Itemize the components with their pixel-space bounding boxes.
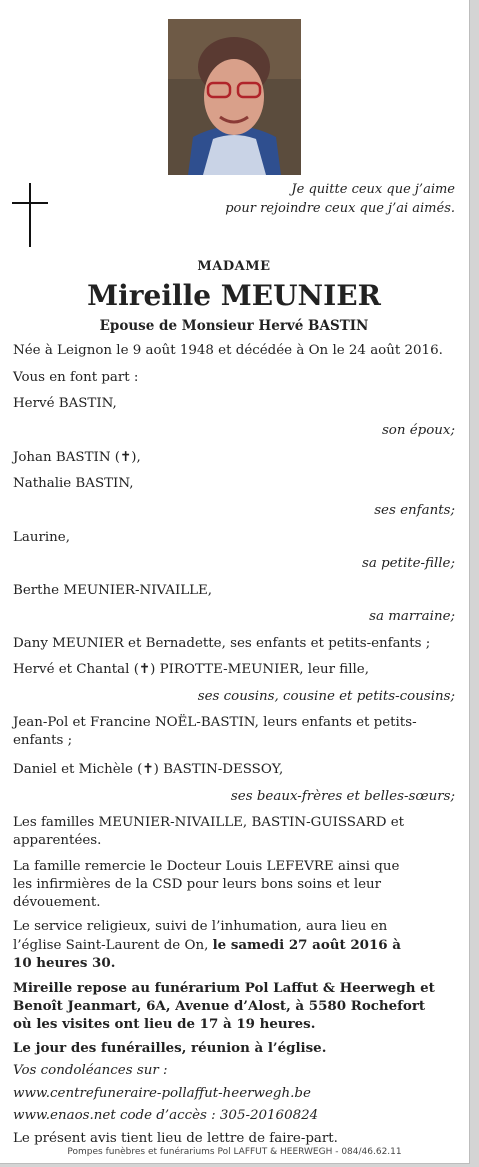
deceased-name: Mireille MEUNIER <box>87 279 381 312</box>
quote-line: Je quitte ceux que j’aime <box>291 182 455 197</box>
family-line: Nathalie BASTIN, <box>13 476 134 491</box>
family-line: Jean-Pol et Francine NOËL-BASTIN, leurs enfants et petits- <box>13 715 417 730</box>
footer: Pompes funèbres et funérariums Pol LAFFUT & HEERWEGH - 084/46.62.11 <box>67 1147 402 1157</box>
condolences-link[interactable]: www.enaos.net code d’accès : 305-20160824 <box>13 1108 319 1123</box>
rest-line: Mireille repose au funérarium Pol Laffut & Heerwegh et <box>13 980 435 996</box>
service-time: 10 heures 30. <box>13 955 116 971</box>
family-role: ses enfants; <box>374 503 455 518</box>
title: MADAME <box>197 259 271 274</box>
service-line: Le service religieux, suivi de l’inhumation, aura lieu en <box>13 919 388 934</box>
thanks-line: dévouement. <box>13 895 101 910</box>
family-line: apparentées. <box>13 833 102 848</box>
service-place: l’église Saint-Laurent de On, <box>13 938 213 953</box>
announce-line: Vous en font part : <box>13 370 139 385</box>
family-role: son époux; <box>381 423 455 438</box>
family-line: Johan BASTIN (✝), <box>13 450 141 465</box>
family-line: Berthe MEUNIER-NIVAILLE, <box>13 583 213 598</box>
rest-line: où les visites ont lieu de 17 à 19 heures. <box>13 1016 316 1032</box>
family-role: ses beaux-frères et belles-sœurs; <box>230 789 455 804</box>
family-role: sa marraine; <box>369 609 455 624</box>
portrait-photo <box>168 19 301 175</box>
condolences-link[interactable]: www.centrefuneraire-pollaffut-heerwegh.be <box>13 1086 311 1101</box>
condolences-label: Vos condoléances sur : <box>13 1063 168 1078</box>
spouse-line: Epouse de Monsieur Hervé BASTIN <box>99 318 369 334</box>
service-line <box>13 936 455 955</box>
quote-line: pour rejoindre ceux que j’ai aimés. <box>225 201 455 216</box>
birth-death-line: Née à Leignon le 9 août 1948 et décédée à On le 24 août 2016. <box>13 343 443 358</box>
thanks-line: les infirmières de la CSD pour leurs bons soins et leur <box>13 877 382 892</box>
notice-line: Le présent avis tient lieu de lettre de faire-part. <box>13 1131 338 1146</box>
family-line: enfants ; <box>13 733 73 748</box>
family-role: sa petite-fille; <box>361 556 455 571</box>
family-line: Hervé BASTIN, <box>13 396 117 411</box>
family-line: Les familles MEUNIER-NIVAILLE, BASTIN-GUISSARD et <box>13 815 405 830</box>
rest-line: Benoît Jeanmart, 6A, Avenue d’Alost, à 5580 Rochefort <box>13 998 426 1014</box>
thanks-line: La famille remercie le Docteur Louis LEFEVRE ainsi que <box>13 859 400 874</box>
family-line: Daniel et Michèle (✝) BASTIN-DESSOY, <box>13 762 284 777</box>
cross-icon <box>12 183 48 247</box>
family-line: Hervé et Chantal (✝) PIROTTE-MEUNIER, leur fille, <box>13 662 369 677</box>
funeral-day-line: Le jour des funérailles, réunion à l’église. <box>13 1040 327 1056</box>
service-date: le samedi 27 août 2016 à <box>212 937 401 953</box>
family-line: Dany MEUNIER et Bernadette, ses enfants et petits-enfants ; <box>13 636 431 651</box>
family-line: Laurine, <box>13 530 70 545</box>
quote <box>225 180 455 218</box>
family-role: ses cousins, cousine et petits-cousins; <box>197 689 455 704</box>
